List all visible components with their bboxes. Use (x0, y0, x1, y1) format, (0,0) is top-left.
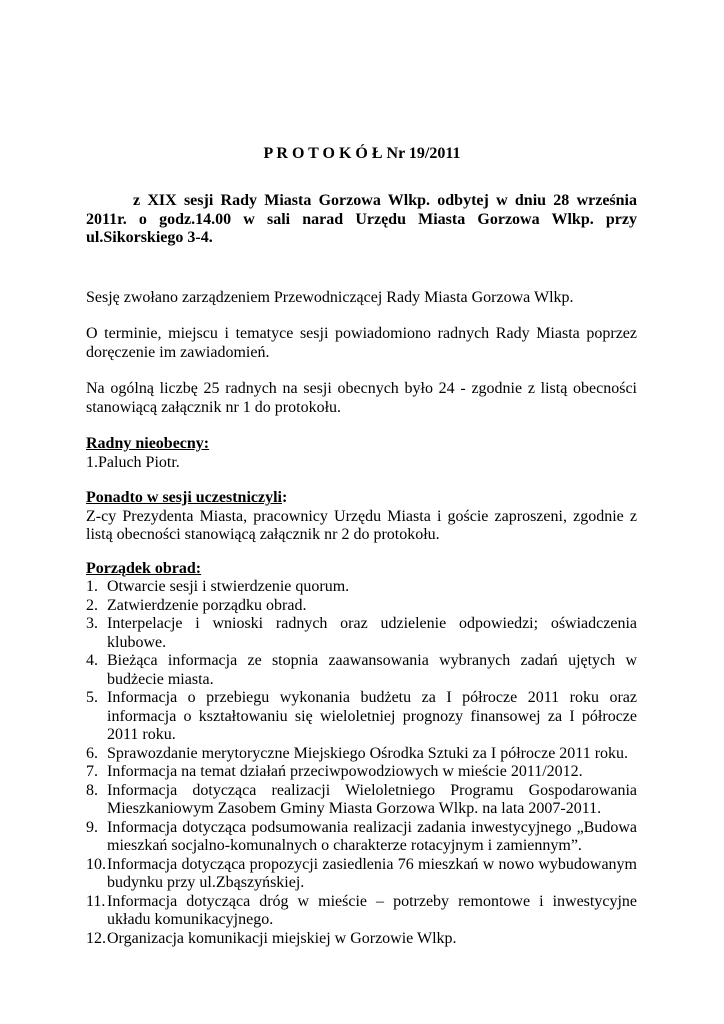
guests-heading: Ponadto w sesji uczestniczyli (86, 489, 282, 506)
agenda-item-text: Informacja o przebiegu wykonania budżetu za I półrocze 2011 roku oraz informacja o kształtowaniu się wieloletniej prognozy finansowej za I półrocze 2011 roku. (107, 689, 637, 743)
agenda-item-number: 11. (86, 892, 106, 910)
agenda-item (86, 856, 637, 893)
agenda-item (86, 745, 637, 764)
agenda-item (86, 763, 637, 782)
agenda-item-number: 7. (86, 763, 98, 780)
agenda-item (86, 893, 637, 930)
agenda-item-text: Informacja dotycząca realizacji Wieloletniego Programu Gospodarowania Mieszkaniowym Zasobem Gminy Miasta Gorzowa Wlkp. na lata 2007-2011. (107, 781, 637, 817)
guests-text: Z-cy Prezydenta Miasta, pracownicy Urzędu Miasta i goście zaproszeni, zgodnie z listą obecności stanowiącą załącznik nr 2 do protokołu. (86, 507, 637, 543)
agenda-item (86, 930, 637, 949)
agenda-item-text: Zatwierdzenie porządku obrad. (107, 596, 307, 614)
guests-section (86, 489, 637, 545)
agenda-item-number: 3. (86, 615, 98, 632)
session-intro: z XIX sesji Rady Miasta Gorzowa Wlkp. odbytej w dniu 28 września 2011r. o godz.14.00 w sali narad Urzędu Miasta Gorzowa Wlkp. przy ul.Sikorskiego 3-4. (86, 192, 637, 246)
agenda-item-number: 6. (86, 744, 98, 762)
agenda-item-number: 1. (86, 578, 98, 595)
agenda-item-number: 9. (86, 818, 98, 836)
agenda-item-text: Interpelacje i wnioski radnych oraz udzielenie odpowiedzi; oświadczenia klubowe. (107, 615, 637, 651)
agenda-item (86, 652, 637, 689)
paragraph-attendance: Na ogólną liczbę 25 radnych na sesji obecnych było 24 - zgodnie z listą obecności stanowiącą załącznik nr 1 do protokołu. (86, 380, 637, 416)
agenda-item-number: 5. (86, 689, 98, 706)
agenda-item (86, 819, 637, 856)
absent-item: 1.Paluch Piotr. (86, 453, 180, 471)
absent-heading: Radny nieobecny: (86, 435, 210, 452)
agenda-item (86, 578, 637, 597)
paragraph-notification: O terminie, miejscu i tematyce sesji powiadomiono radnych Rady Miasta poprzez doręczenie im zawiadomień. (86, 325, 637, 361)
agenda-item-text: Bieżąca informacja ze stopnia zaawansowania wybranych zadań ujętych w budżecie miasta. (107, 652, 637, 688)
agenda-item (86, 597, 637, 616)
agenda-item-number: 12. (86, 929, 106, 947)
agenda-item-number: 10. (86, 855, 106, 873)
agenda-item (86, 782, 637, 819)
agenda-item-text: Informacja dotycząca dróg w mieście – potrzeby remontowe i inwestycyjne układu komunikacyjnego. (107, 892, 637, 928)
agenda-item-text: Informacja dotycząca propozycji zasiedlenia 76 mieszkań w nowo wybudowanym budynku przy ul.Zbąszyńskiej. (107, 855, 637, 891)
agenda-item-text: Sprawozdanie merytoryczne Miejskiego Ośrodka Sztuki za I półrocze 2011 roku. (107, 744, 629, 762)
document-title: P R O T O K Ó Ł Nr 19/2011 (263, 145, 461, 162)
agenda-item-text: Informacja na temat działań przeciwpowodziowych w mieście 2011/2012. (107, 763, 583, 780)
agenda-item-number: 8. (86, 781, 98, 799)
agenda-item-number: 4. (86, 652, 98, 669)
paragraph-convened: Sesję zwołano zarządzeniem Przewodniczącej Rady Miasta Gorzowa Wlkp. (86, 289, 574, 306)
agenda-item-text: Otwarcie sesji i stwierdzenie quorum. (107, 578, 350, 595)
absent-section (86, 435, 637, 472)
guests-heading-colon: : (281, 489, 288, 506)
guests-heading-line (86, 489, 637, 508)
agenda-item (86, 689, 637, 745)
agenda-item-text: Informacja dotycząca podsumowania realizacji zadania inwestycyjnego „Budowa mieszkań socjalno-komunalnych o charakterze rotacyjnym i zamiennym”. (107, 818, 637, 854)
agenda-list (86, 578, 637, 948)
agenda-item-number: 2. (86, 596, 98, 614)
agenda-item (86, 615, 637, 652)
agenda-heading: Porządek obrad: (86, 560, 202, 577)
agenda-item-text: Organizacja komunikacji miejskiej w Gorzowie Wlkp. (107, 929, 457, 947)
